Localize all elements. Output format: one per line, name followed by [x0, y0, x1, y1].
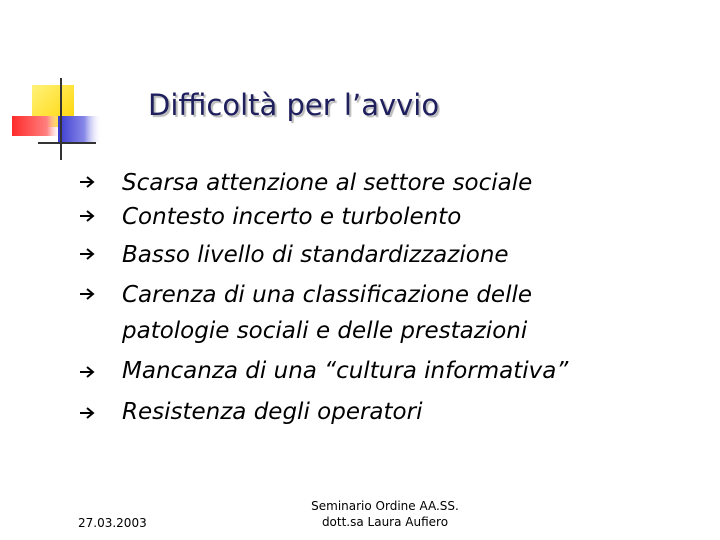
bullet-text: Contesto incerto e turbolento	[122, 204, 462, 230]
bullet-text: Mancanza di una “cultura informativa”	[122, 358, 569, 384]
right-arrow-icon	[79, 406, 96, 420]
footer-author: dott.sa Laura Aufiero	[321, 515, 449, 529]
footer-presenter	[260, 498, 510, 530]
footer-seminar: Seminario Ordine AA.SS.	[311, 499, 459, 513]
footer-date: 27.03.2003	[78, 516, 147, 530]
bullet-text-continuation: patologie sociali e delle prestazioni	[122, 318, 528, 344]
bullet-text: Resistenza degli operatori	[122, 399, 423, 425]
bullet-text: Carenza di una classificazione delle	[122, 282, 533, 308]
right-arrow-icon	[79, 247, 96, 261]
right-arrow-icon	[79, 175, 96, 189]
bullet-text: Scarsa attenzione al settore sociale	[122, 170, 533, 196]
right-arrow-icon	[79, 209, 96, 223]
bullet-text: Basso livello di standardizzazione	[122, 242, 509, 268]
right-arrow-icon	[79, 365, 96, 379]
slide-title: Difficoltà per l’avvio	[148, 88, 440, 122]
right-arrow-icon	[79, 287, 96, 301]
